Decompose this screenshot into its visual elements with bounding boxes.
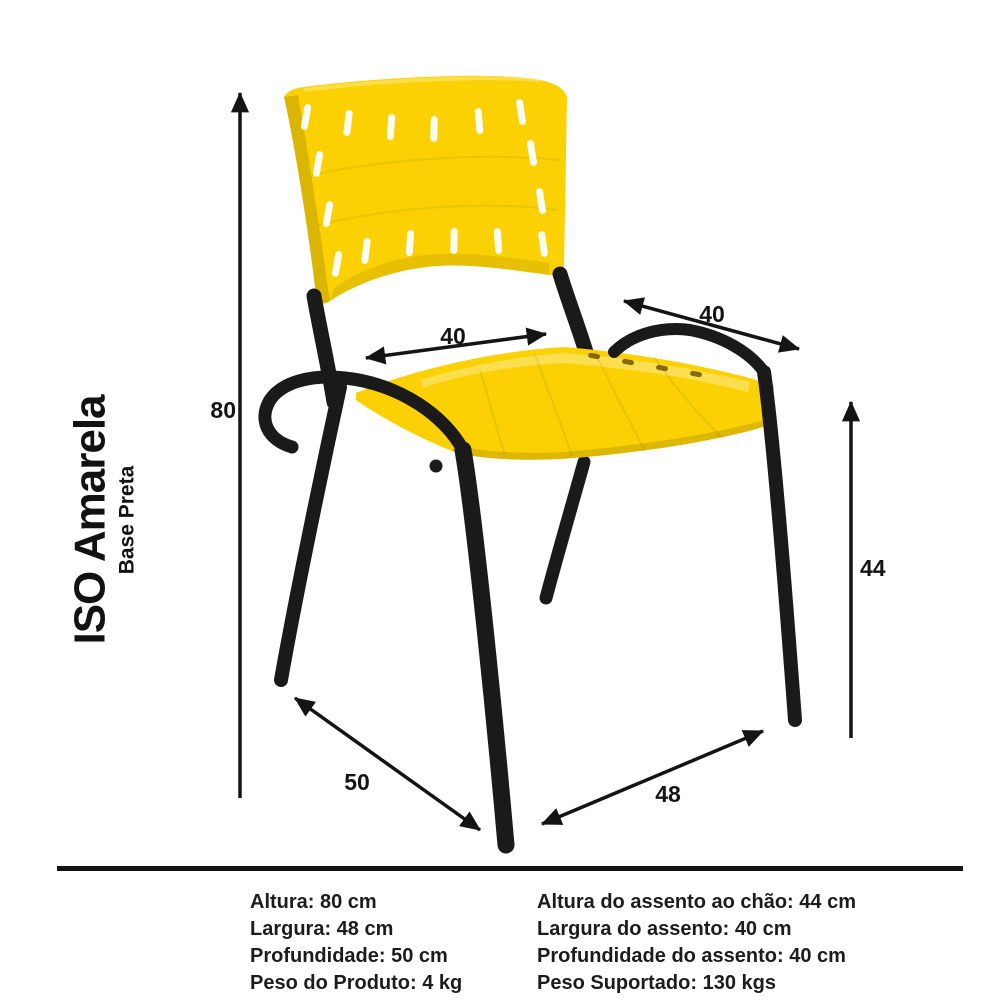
spec-line-product-weight: Peso do Produto: 4 kg xyxy=(250,972,463,994)
base-width-dimension-label: 48 xyxy=(655,781,681,807)
spec-line-seat-height: Altura do assento ao chão: 44 cm xyxy=(537,891,856,913)
product-name: ISO Amarela xyxy=(65,395,115,645)
spec-line-height: Altura: 80 cm xyxy=(250,891,377,913)
backrest-post-left xyxy=(314,296,334,402)
rear-left-leg xyxy=(281,387,340,680)
spec-line-supported-weight: Peso Suportado: 130 kgs xyxy=(537,972,776,994)
spec-line-depth: Profundidade: 50 cm xyxy=(250,945,448,967)
spec-line-seat-width: Largura do assento: 40 cm xyxy=(537,918,792,940)
seat-depth-dimension-label: 40 xyxy=(699,301,725,327)
seat-width-dimension-label: 40 xyxy=(440,323,466,349)
base-depth-dimension-label: 50 xyxy=(344,769,370,795)
spec-list-seat xyxy=(537,889,856,997)
slot xyxy=(430,116,437,142)
slot xyxy=(450,228,457,254)
spec-line-width: Largura: 48 cm xyxy=(250,918,394,940)
seat-height-dimension-label: 44 xyxy=(860,555,886,581)
front-left-leg xyxy=(463,450,506,845)
frame-bolt xyxy=(430,460,443,473)
base-width-dimension-arrow xyxy=(542,731,763,824)
spec-line-seat-depth: Profundidade do assento: 40 cm xyxy=(537,945,846,967)
height-dimension-label: 80 xyxy=(210,397,236,423)
backrest-post-right xyxy=(560,274,586,352)
spec-divider xyxy=(57,866,963,871)
spec-list-general xyxy=(250,889,462,997)
front-right-leg xyxy=(764,372,795,720)
base-depth-dimension-arrow xyxy=(295,698,480,830)
rear-right-leg xyxy=(546,462,584,598)
product-variant: Base Preta xyxy=(115,465,139,575)
chair-illustration xyxy=(265,76,795,845)
